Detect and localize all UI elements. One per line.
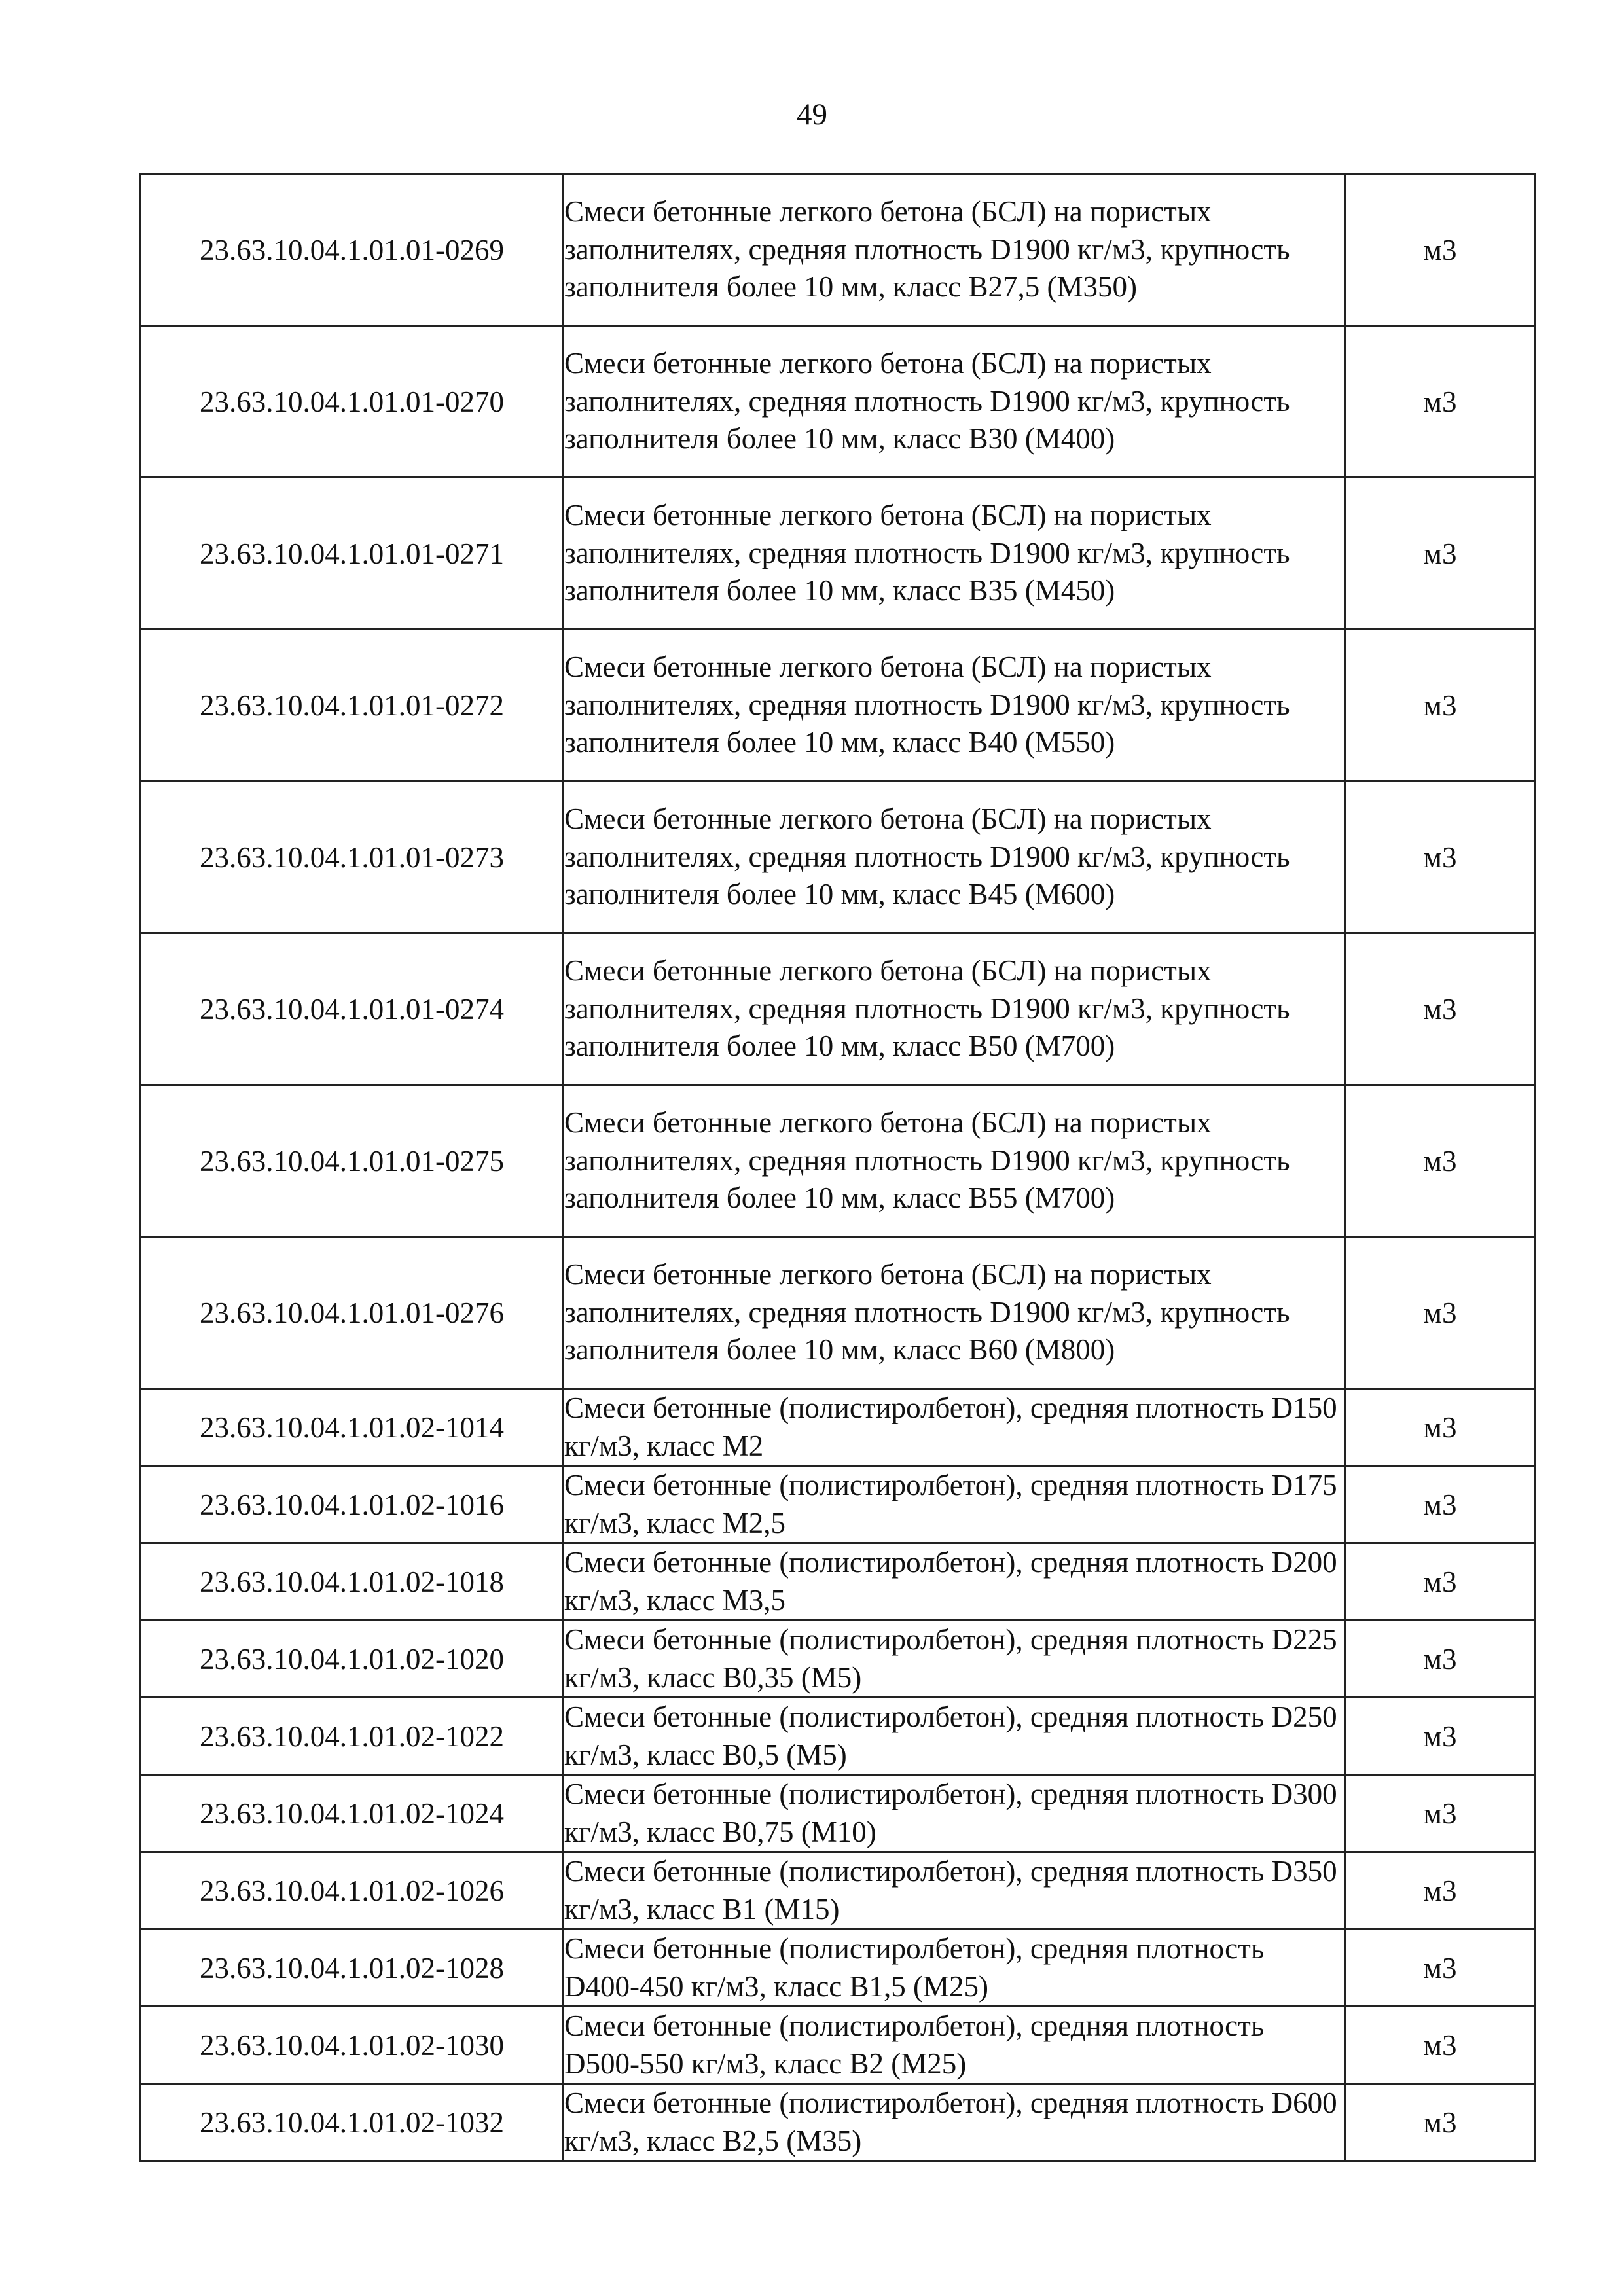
- unit-of-measure: м3: [1345, 1085, 1536, 1237]
- table-row: [141, 2084, 1536, 2161]
- resource-description: [564, 1621, 1345, 1698]
- resource-code: 23.63.10.04.1.01.02-1024: [141, 1775, 564, 1852]
- resource-code: 23.63.10.04.1.01.01-0275: [141, 1085, 564, 1237]
- resource-description: [564, 1698, 1345, 1775]
- materials-table: [139, 173, 1536, 2162]
- description-text: Смеси бетонные (полистиролбетон), средняя плотность D500-550 кг/м3, класс В2 (М25): [564, 2009, 1265, 2080]
- description-text: Смеси бетонные (полистиролбетон), средняя плотность D200 кг/м3, класс М3,5: [564, 1546, 1337, 1617]
- description-text: Смеси бетонные легкого бетона (БСЛ) на пористых заполнителях, средняя плотность D1900 кг/м3, крупность заполнителя более 10 мм, класс В40 (М550): [564, 651, 1290, 759]
- table-row: [141, 1621, 1536, 1698]
- resource-code: 23.63.10.04.1.01.02-1028: [141, 1929, 564, 2007]
- table-row: [141, 1466, 1536, 1543]
- resource-code: 23.63.10.04.1.01.02-1032: [141, 2084, 564, 2161]
- resource-description: [564, 1852, 1345, 1929]
- unit-of-measure: м3: [1345, 1543, 1536, 1621]
- description-text: Смеси бетонные (полистиролбетон), средняя плотность D150 кг/м3, класс М2: [564, 1391, 1337, 1462]
- description-text: Смеси бетонные легкого бетона (БСЛ) на пористых заполнителях, средняя плотность D1900 кг/м3, крупность заполнителя более 10 мм, класс В30 (М400): [564, 347, 1290, 456]
- description-text: Смеси бетонные (полистиролбетон), средняя плотность D175 кг/м3, класс М2,5: [564, 1469, 1337, 1539]
- table-row: [141, 1852, 1536, 1929]
- resource-description: [564, 1543, 1345, 1621]
- description-text: Смеси бетонные легкого бетона (БСЛ) на пористых заполнителях, средняя плотность D1900 кг/м3, крупность заполнителя более 10 мм, класс В45 (М600): [564, 802, 1290, 911]
- unit-of-measure: м3: [1345, 781, 1536, 933]
- unit-of-measure: м3: [1345, 1698, 1536, 1775]
- resource-code: 23.63.10.04.1.01.02-1026: [141, 1852, 564, 1929]
- unit-of-measure: м3: [1345, 933, 1536, 1085]
- description-text: Смеси бетонные (полистиролбетон), средняя плотность D400-450 кг/м3, класс В1,5 (М25): [564, 1932, 1265, 2003]
- resource-description: [564, 1775, 1345, 1852]
- description-text: Смеси бетонные (полистиролбетон), средняя плотность D225 кг/м3, класс В0,35 (М5): [564, 1623, 1337, 1694]
- resource-description: [564, 174, 1345, 326]
- resource-description: [564, 326, 1345, 478]
- description-text: Смеси бетонные (полистиролбетон), средняя плотность D250 кг/м3, класс В0,5 (М5): [564, 1700, 1337, 1771]
- table-row: [141, 781, 1536, 933]
- resource-code: 23.63.10.04.1.01.01-0274: [141, 933, 564, 1085]
- unit-of-measure: м3: [1345, 1929, 1536, 2007]
- description-text: Смеси бетонные (полистиролбетон), средняя плотность D300 кг/м3, класс В0,75 (М10): [564, 1778, 1337, 1848]
- description-text: Смеси бетонные (полистиролбетон), средняя плотность D600 кг/м3, класс В2,5 (М35): [564, 2087, 1337, 2157]
- table-row: [141, 1543, 1536, 1621]
- resource-description: [564, 781, 1345, 933]
- resource-code: 23.63.10.04.1.01.01-0270: [141, 326, 564, 478]
- table-row: [141, 174, 1536, 326]
- table-row: [141, 1389, 1536, 1466]
- unit-of-measure: м3: [1345, 1389, 1536, 1466]
- table-row: [141, 1929, 1536, 2007]
- resource-code: 23.63.10.04.1.01.02-1018: [141, 1543, 564, 1621]
- description-text: Смеси бетонные легкого бетона (БСЛ) на пористых заполнителях, средняя плотность D1900 кг/м3, крупность заполнителя более 10 мм, класс В55 (М700): [564, 1106, 1290, 1215]
- page-number: 49: [797, 98, 827, 132]
- table-row: [141, 478, 1536, 630]
- table-row: [141, 933, 1536, 1085]
- description-text: Смеси бетонные легкого бетона (БСЛ) на пористых заполнителях, средняя плотность D1900 кг/м3, крупность заполнителя более 10 мм, класс В27,5 (М350): [564, 195, 1290, 304]
- resource-description: [564, 478, 1345, 630]
- resource-code: 23.63.10.04.1.01.01-0269: [141, 174, 564, 326]
- resource-description: [564, 1237, 1345, 1389]
- resource-description: [564, 933, 1345, 1085]
- unit-of-measure: м3: [1345, 478, 1536, 630]
- table-row: [141, 326, 1536, 478]
- unit-of-measure: м3: [1345, 174, 1536, 326]
- resource-description: [564, 2084, 1345, 2161]
- resource-description: [564, 1466, 1345, 1543]
- table-row: [141, 630, 1536, 781]
- resource-code: 23.63.10.04.1.01.02-1030: [141, 2007, 564, 2084]
- unit-of-measure: м3: [1345, 1466, 1536, 1543]
- table-row: [141, 1775, 1536, 1852]
- resource-code: 23.63.10.04.1.01.01-0273: [141, 781, 564, 933]
- table-row: [141, 1085, 1536, 1237]
- unit-of-measure: м3: [1345, 1852, 1536, 1929]
- resource-code: 23.63.10.04.1.01.01-0272: [141, 630, 564, 781]
- description-text: Смеси бетонные легкого бетона (БСЛ) на пористых заполнителях, средняя плотность D1900 кг/м3, крупность заполнителя более 10 мм, класс В60 (М800): [564, 1258, 1290, 1367]
- unit-of-measure: м3: [1345, 1621, 1536, 1698]
- table-row: [141, 2007, 1536, 2084]
- resource-description: [564, 1389, 1345, 1466]
- description-text: Смеси бетонные легкого бетона (БСЛ) на пористых заполнителях, средняя плотность D1900 кг/м3, крупность заполнителя более 10 мм, класс В35 (М450): [564, 499, 1290, 607]
- resource-description: [564, 2007, 1345, 2084]
- resource-code: 23.63.10.04.1.01.01-0276: [141, 1237, 564, 1389]
- description-text: Смеси бетонные (полистиролбетон), средняя плотность D350 кг/м3, класс В1 (М15): [564, 1855, 1337, 1926]
- unit-of-measure: м3: [1345, 2084, 1536, 2161]
- unit-of-measure: м3: [1345, 1237, 1536, 1389]
- unit-of-measure: м3: [1345, 2007, 1536, 2084]
- resource-code: 23.63.10.04.1.01.02-1022: [141, 1698, 564, 1775]
- table-row: [141, 1237, 1536, 1389]
- table-row: [141, 1698, 1536, 1775]
- resource-code: 23.63.10.04.1.01.02-1014: [141, 1389, 564, 1466]
- resource-description: [564, 1085, 1345, 1237]
- description-text: Смеси бетонные легкого бетона (БСЛ) на пористых заполнителях, средняя плотность D1900 кг/м3, крупность заполнителя более 10 мм, класс В50 (М700): [564, 954, 1290, 1063]
- resource-description: [564, 630, 1345, 781]
- resource-description: [564, 1929, 1345, 2007]
- unit-of-measure: м3: [1345, 326, 1536, 478]
- resource-code: 23.63.10.04.1.01.01-0271: [141, 478, 564, 630]
- unit-of-measure: м3: [1345, 1775, 1536, 1852]
- resource-code: 23.63.10.04.1.01.02-1020: [141, 1621, 564, 1698]
- resource-code: 23.63.10.04.1.01.02-1016: [141, 1466, 564, 1543]
- unit-of-measure: м3: [1345, 630, 1536, 781]
